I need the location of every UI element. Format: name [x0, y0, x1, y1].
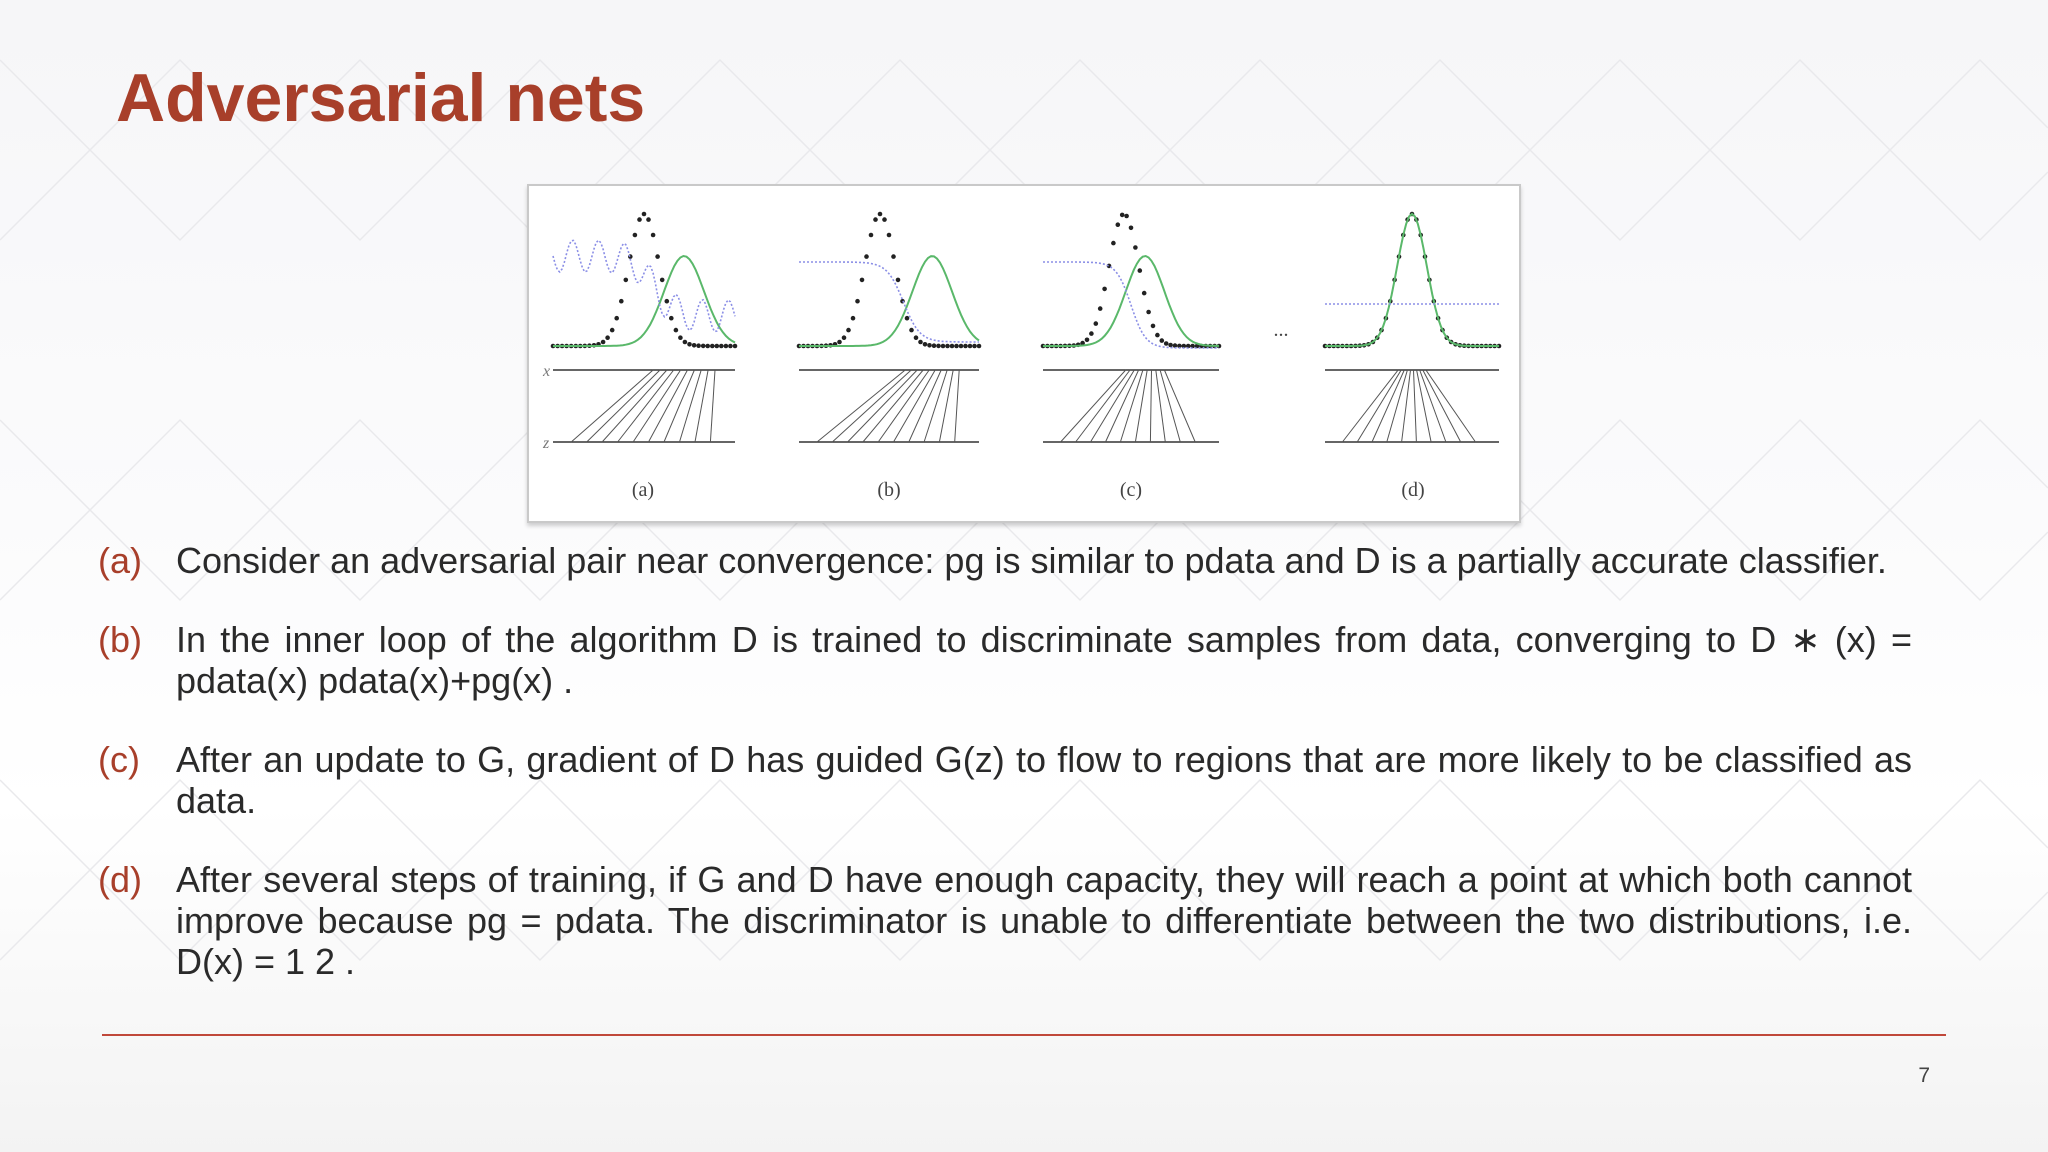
- data-distribution-dot: [842, 335, 847, 340]
- data-distribution-dot: [687, 342, 692, 347]
- generator-distribution-curve: [799, 256, 979, 346]
- mapping-line: [1091, 370, 1135, 442]
- item-text: After an update to G, gradient of D has guided G(z) to flow to regions that are more likely to be classified as data.: [176, 739, 1912, 821]
- data-distribution-dot: [864, 254, 869, 259]
- data-distribution-dot: [882, 217, 887, 222]
- discriminator-curve: [799, 262, 979, 342]
- data-distribution-dot: [719, 344, 724, 349]
- data-distribution-dot: [959, 344, 964, 349]
- data-distribution-dot: [891, 254, 896, 259]
- data-distribution-dot: [1129, 226, 1134, 231]
- mapping-line: [618, 370, 674, 442]
- data-distribution-dot: [705, 344, 710, 349]
- bottom-rule: [102, 1034, 1946, 1036]
- figure-canvas: [529, 186, 1519, 521]
- data-distribution-dot: [950, 344, 955, 349]
- data-distribution-dot: [936, 344, 941, 349]
- discriminator-curve: [553, 240, 735, 331]
- panel-c-label: (c): [1119, 479, 1143, 501]
- gan-training-figure: [527, 184, 1521, 523]
- data-distribution-dot: [954, 344, 959, 349]
- data-distribution-dot: [914, 335, 919, 340]
- mapping-line: [1372, 370, 1404, 442]
- data-distribution-dot: [851, 316, 856, 321]
- data-distribution-dot: [905, 316, 910, 321]
- data-distribution-dot: [923, 342, 928, 347]
- generator-distribution-curve: [1325, 214, 1499, 346]
- data-distribution-dot: [692, 343, 697, 348]
- data-distribution-dot: [887, 233, 892, 238]
- data-distribution-dot: [846, 328, 851, 333]
- data-distribution-dot: [1164, 341, 1169, 346]
- mapping-line: [1160, 370, 1180, 442]
- mapping-line: [955, 370, 960, 442]
- mapping-line: [1414, 370, 1417, 442]
- data-distribution-dot: [724, 344, 729, 349]
- data-distribution-dot: [642, 212, 647, 217]
- figure-ellipsis: ...: [1273, 319, 1289, 341]
- item-text: In the inner loop of the algorithm D is trained to discriminate samples from data, converging to D ∗ (x) = pdata(x) pdata(x)+pg(x) .: [176, 619, 1912, 701]
- mapping-line: [848, 370, 918, 442]
- data-distribution-dot: [637, 217, 642, 222]
- data-distribution-dot: [1116, 222, 1121, 227]
- data-distribution-dot: [837, 340, 842, 345]
- z-axis-letter: z: [543, 435, 550, 452]
- data-distribution-dot: [878, 212, 883, 217]
- data-distribution-dot: [869, 233, 874, 238]
- data-distribution-dot: [972, 344, 977, 349]
- data-distribution-dot: [610, 328, 615, 333]
- data-distribution-dot: [977, 344, 982, 349]
- data-distribution-dot: [678, 335, 683, 340]
- data-distribution-dot: [1151, 324, 1156, 329]
- data-distribution-dot: [655, 254, 660, 259]
- data-distribution-dot: [674, 328, 679, 333]
- mapping-line: [878, 370, 929, 442]
- mapping-line: [1402, 370, 1411, 442]
- mapping-line: [1357, 370, 1401, 442]
- explanation-list: [98, 540, 1912, 1020]
- mapping-line: [1156, 370, 1166, 442]
- data-distribution-dot: [1124, 214, 1129, 219]
- data-distribution-dot: [918, 340, 923, 345]
- panel-a-label: (a): [631, 479, 655, 501]
- data-distribution-dot: [651, 233, 656, 238]
- generator-distribution-curve: [553, 256, 735, 346]
- item-marker: (a): [98, 540, 142, 581]
- data-distribution-dot: [710, 344, 715, 349]
- data-distribution-dot: [1111, 241, 1116, 246]
- data-distribution-dot: [1089, 331, 1094, 336]
- mapping-line: [1135, 370, 1147, 442]
- data-distribution-dot: [1142, 291, 1147, 296]
- x-axis-letter: x: [543, 363, 551, 380]
- mapping-line: [1120, 370, 1143, 442]
- item-text: Consider an adversarial pair near convergence: pg is similar to pdata and D is a partially accurate classifier.: [176, 540, 1887, 581]
- item-text: After several steps of training, if G and D have enough capacity, they will reach a point at which both cannot improve because pg = pdata. The discriminator is unable to differentiate between the two distributions, i.e. D(x) = 1 2 .: [176, 859, 1912, 982]
- panel-b-label: (b): [877, 479, 901, 501]
- data-distribution-dot: [660, 278, 665, 283]
- data-distribution-dot: [1146, 310, 1151, 315]
- data-distribution-dot: [1138, 268, 1143, 273]
- item-marker: (c): [98, 739, 140, 780]
- list-item: [98, 540, 1912, 581]
- data-distribution-dot: [860, 278, 865, 283]
- data-distribution-dot: [932, 343, 937, 348]
- data-distribution-dot: [1098, 306, 1103, 311]
- list-item: [98, 739, 1912, 821]
- mapping-line: [1061, 370, 1126, 442]
- mapping-line: [695, 370, 708, 442]
- data-distribution-dot: [1085, 338, 1090, 343]
- data-distribution-dot: [728, 344, 733, 349]
- item-marker: (d): [98, 859, 142, 900]
- data-distribution-dot: [1094, 321, 1099, 326]
- data-distribution-dot: [683, 340, 688, 345]
- data-distribution-dot: [733, 344, 738, 349]
- data-distribution-dot: [1120, 213, 1125, 218]
- data-distribution-dot: [614, 316, 619, 321]
- mapping-line: [924, 370, 947, 442]
- mapping-line: [587, 370, 660, 442]
- data-distribution-dot: [896, 278, 901, 283]
- data-distribution-dot: [1133, 245, 1138, 250]
- data-distribution-dot: [945, 344, 950, 349]
- data-distribution-dot: [669, 316, 674, 321]
- data-distribution-dot: [646, 217, 651, 222]
- data-distribution-dot: [624, 278, 629, 283]
- mapping-line: [1164, 370, 1195, 442]
- data-distribution-dot: [605, 335, 610, 340]
- data-distribution-dot: [715, 344, 720, 349]
- data-distribution-dot: [1160, 338, 1165, 343]
- data-distribution-dot: [619, 299, 624, 304]
- data-distribution-dot: [665, 299, 670, 304]
- data-distribution-dot: [1155, 333, 1160, 338]
- data-distribution-dot: [855, 299, 860, 304]
- data-distribution-dot: [633, 233, 638, 238]
- list-item: [98, 619, 1912, 701]
- panel-d-label: (d): [1401, 479, 1425, 501]
- page-number: 7: [1918, 1064, 1930, 1087]
- data-distribution-dot: [601, 340, 606, 345]
- data-distribution-dot: [701, 344, 706, 349]
- data-distribution-dot: [968, 344, 973, 349]
- mapping-line: [1150, 370, 1151, 442]
- data-distribution-dot: [1168, 343, 1173, 348]
- data-distribution-dot: [909, 328, 914, 333]
- data-distribution-dot: [696, 343, 701, 348]
- data-distribution-dot: [927, 343, 932, 348]
- data-distribution-dot: [963, 344, 968, 349]
- data-distribution-dot: [1102, 287, 1107, 292]
- mapping-line: [817, 370, 905, 442]
- mapping-line: [649, 370, 688, 442]
- data-distribution-dot: [873, 217, 878, 222]
- slide-title: Adversarial nets: [116, 60, 646, 136]
- mapping-line: [939, 370, 953, 442]
- mapping-line: [710, 370, 715, 442]
- item-marker: (b): [98, 619, 142, 660]
- generator-distribution-curve: [1043, 256, 1219, 346]
- mapping-line: [1426, 370, 1476, 442]
- list-item: [98, 859, 1912, 982]
- data-distribution-dot: [941, 344, 946, 349]
